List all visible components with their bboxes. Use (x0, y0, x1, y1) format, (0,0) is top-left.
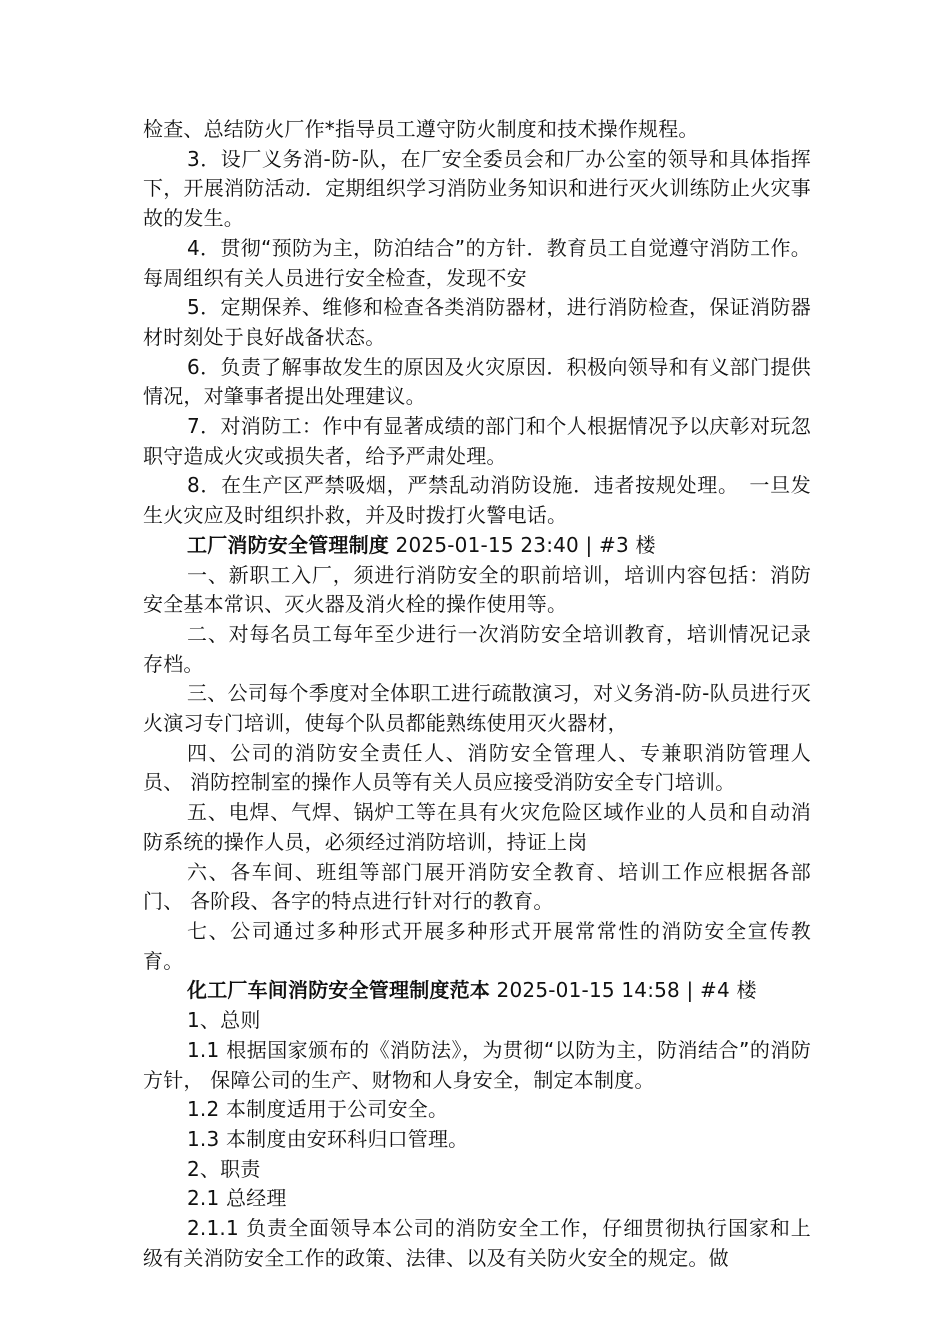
post-meta: 2025-01-15 23:40 | #3 楼 (389, 532, 656, 557)
paragraph: 2、职责 (187, 1156, 261, 1181)
paragraph: 4．贯彻“预防为主，防泊结合”的方针．教育员工自觉遵守消防工作。每周组织有关人员进行安全检查，发现不安 (143, 235, 811, 290)
post-meta: 2025-01-15 14:58 | #4 楼 (490, 978, 757, 1003)
paragraph: 5．定期保养、维修和检查各类消防器材，进行消防检查，保证消防器材时刻处于良好战备状态。 (143, 295, 811, 349)
paragraph: 6．负责了解事故发生的原因及火灾原因．积极向领导和有义部门提供情况，对肇事者提出处理建议。 (143, 354, 811, 409)
paragraph: 六、各车间、班组等部门展开消防安全教育、培训工作应根据各部门、 各阶段、各字的特点进行针对行的教育。 (143, 859, 811, 914)
paragraph: 二、对每名员工每年至少进行一次消防安全培训教育，培训情况记录 存档。 (143, 621, 811, 676)
paragraph: 8．在生产区严禁吸烟，严禁乱动消防设施．违者按规处理。 一旦发生火灾应及时组织扑救，并及时拨打火警电话。 (143, 473, 811, 528)
paragraph: 四、公司的消防安全责任人、消防安全管理人、专兼职消防管理人员、 消防控制室的操作人员等有关人员应接受消防安全专门培训。 (143, 740, 811, 795)
post-heading-3 (143, 531, 811, 561)
paragraph: 1.2 本制度适用于公司安全。 (187, 1097, 449, 1122)
post-title: 化工厂车间消防安全管理制度范本 (187, 978, 490, 1003)
paragraph: 1、总则 (187, 1008, 261, 1033)
paragraph: 1.3 本制度由安环科归口管理。 (187, 1126, 469, 1151)
paragraph: 2.1 总经理 (187, 1186, 287, 1211)
paragraph: 五、电焊、气焊、锅炉工等在具有火灾危险区域作业的人员和自动消 防系统的操作人员，必须经过消防培训，持证上岗 (143, 800, 811, 854)
paragraph: 7．对消防工：作中有显著成绩的部门和个人根据情况予以庆彰对玩忽职守造成火灾或损失者，给予严肃处理。 (143, 414, 811, 468)
document-body (143, 115, 811, 1273)
paragraph: 三、公司每个季度对全体职工进行疏散演习，对义务消-防-队员进行灭 火演习专门培训，使每个队员都能熟练使用灭火器材， (143, 681, 811, 736)
paragraph: 1.1 根据国家颁布的《消防法》，为贯彻“以防为主，防消结合”的消防方针， 保障公司的生产、财物和人身安全，制定本制度。 (143, 1037, 811, 1092)
post-title: 工厂消防安全管理制度 (187, 532, 389, 557)
paragraph: 3．设厂义务消-防-队，在厂安全委员会和厂办公室的领导和具体指挥下，开展消防活动．定期组织学习消防业务知识和进行灭火训练防止火灾事故的发生。 (143, 146, 811, 231)
paragraph: 2.1.1 负责全面领导本公司的消防安全工作，仔细贯彻执行国家和上级有关消防安全工作的政策、法律、以及有关防火安全的规定。做 (143, 1216, 811, 1270)
paragraph: 一、新职工入厂，须进行消防安全的职前培训，培训内容包括：消防 安全基本常识、灭火器及消火栓的操作使用等。 (143, 562, 811, 617)
paragraph: 七、公司通过多种形式开展多种形式开展常常性的消防安全宣传教育。 (143, 918, 811, 973)
post-heading-4 (143, 976, 811, 1006)
paragraph: 检查、总结防火厂作*指导员工遵守防火制度和技术操作规程。 (143, 117, 699, 141)
